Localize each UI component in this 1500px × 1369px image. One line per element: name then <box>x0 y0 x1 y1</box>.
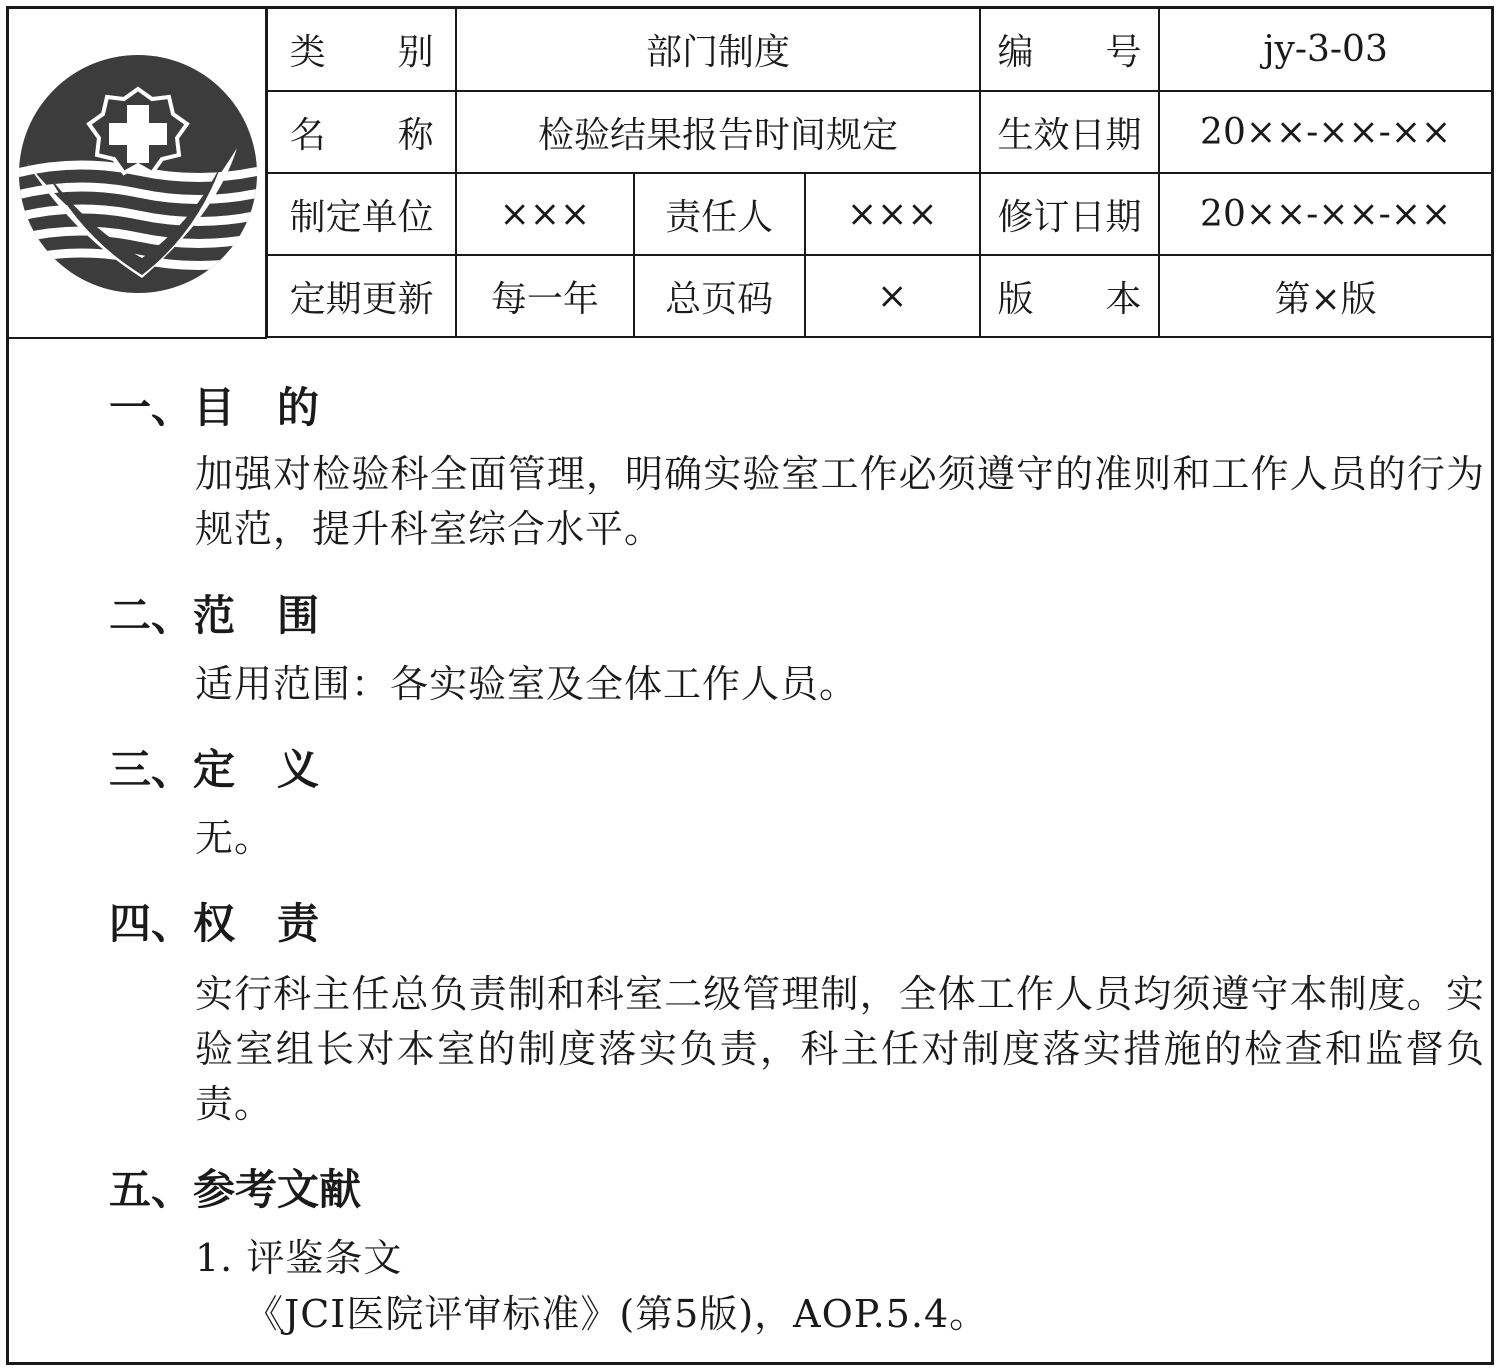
unit-label: 制定单位 <box>267 173 456 255</box>
update-value: 每一年 <box>456 255 633 337</box>
duty-text: 实行科主任总负责制和科室二级管理制，全体工作人员均须遵守本制度。实验室组长对本室的制度落实负责，科主任对制度落实措施的检查和监督负责。 <box>195 972 1485 1126</box>
responsible-value: ××× <box>805 173 980 255</box>
name-value: 检验结果报告时间规定 <box>456 91 979 173</box>
hospital-logo-icon <box>17 53 259 295</box>
purpose-text: 加强对检验科全面管理，明确实验室工作必须遵守的准则和工作人员的行为规范，提升科室综合水平。 <box>195 452 1485 551</box>
scope-text: 适用范围：各实验室及全体工作人员。 <box>195 662 859 706</box>
name-label: 名 称 <box>267 91 456 173</box>
definition-text: 无。 <box>195 816 274 860</box>
update-label: 定期更新 <box>267 255 456 337</box>
purpose-heading: 一、目 的 <box>109 383 320 432</box>
duty-heading: 四、权 责 <box>109 899 320 948</box>
number-value: jy-3-03 <box>1159 9 1491 91</box>
pages-label: 总页码 <box>634 255 805 337</box>
reference-detail: 《JCI医院评审标准》(第5版)，AOP.5.4。 <box>245 1292 989 1336</box>
unit-value: ××× <box>456 173 633 255</box>
effective-date-value: 20××-××-×× <box>1159 91 1491 173</box>
number-label: 编 号 <box>980 9 1159 91</box>
logo-cell <box>9 9 267 339</box>
document-frame <box>6 6 1494 1365</box>
header-row-4 <box>267 255 1491 337</box>
definition-heading: 三、定 义 <box>109 745 320 794</box>
category-label: 类 别 <box>267 9 456 91</box>
header-table <box>266 9 1491 338</box>
reference-heading: 五、参考文献 <box>109 1165 362 1214</box>
effective-date-label: 生效日期 <box>980 91 1159 173</box>
scope-heading: 二、范 围 <box>109 591 320 640</box>
revision-date-value: 20××-××-×× <box>1159 173 1491 255</box>
header-row-1 <box>267 9 1491 91</box>
pages-value: × <box>805 255 980 337</box>
revision-date-label: 修订日期 <box>980 173 1159 255</box>
responsible-label: 责任人 <box>634 173 805 255</box>
version-label: 版 本 <box>980 255 1159 337</box>
reference-item: 1. 评鉴条文 <box>195 1236 403 1280</box>
header-row-2 <box>267 91 1491 173</box>
header-row-3 <box>267 173 1491 255</box>
version-value: 第×版 <box>1159 255 1491 337</box>
category-value: 部门制度 <box>456 9 979 91</box>
